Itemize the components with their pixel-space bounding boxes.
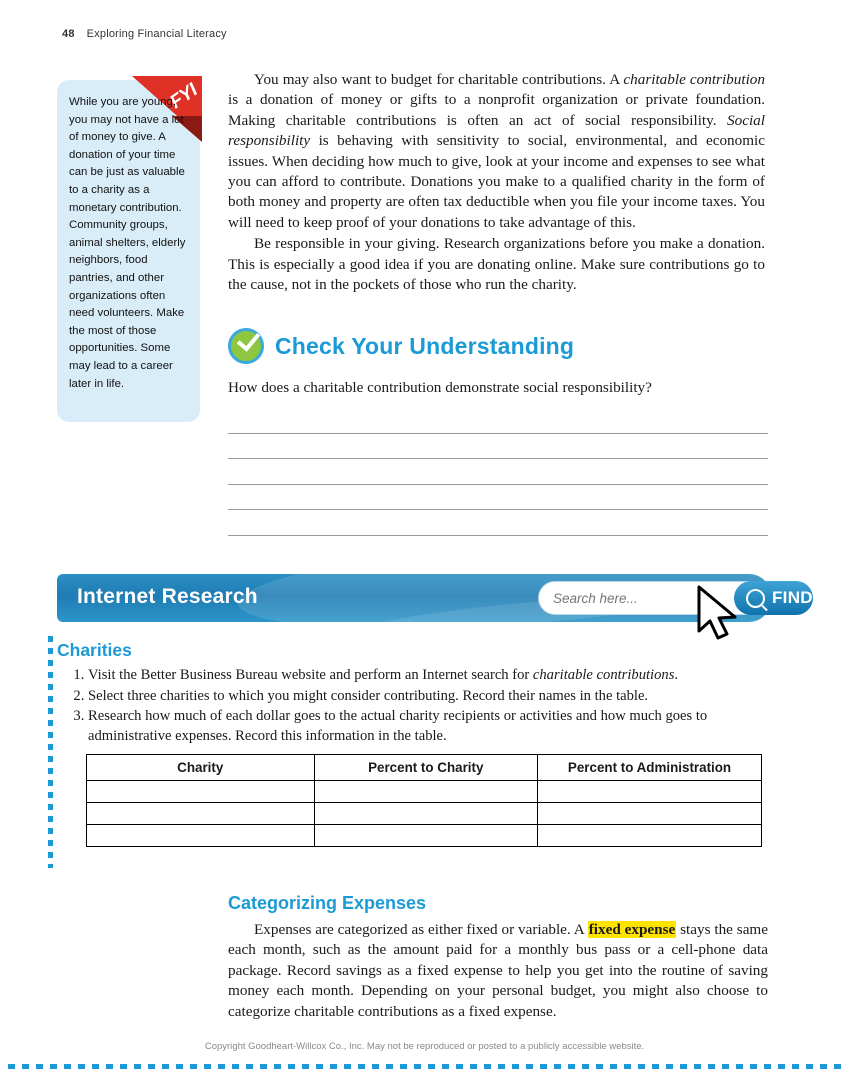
answer-line <box>228 510 768 536</box>
list-item: 2. Select three charities to which you might consider contributing. Record their names in the table. <box>88 687 771 707</box>
fyi-text: While you are young, you may not have a lot of money to give. A donation of your time can be just as valuable to a charity as a monetary contribution. Community groups, animal shelters, elderly neighbors, food pantries, and other organizations often need volunteers. Make the most of those opportunities. Some may lead to a career later in life. <box>69 96 186 390</box>
answer-line <box>228 485 768 511</box>
answer-line <box>228 408 768 434</box>
cell-charity[interactable] <box>87 781 315 803</box>
fyi-ribbon-label: FYI <box>166 79 202 114</box>
check-your-understanding-section <box>228 328 768 536</box>
charities-section <box>57 640 771 747</box>
cell-charity[interactable] <box>87 803 315 825</box>
cell-percent-charity[interactable] <box>314 781 538 803</box>
answer-line <box>228 459 768 485</box>
list-item: 3. Research how much of each dollar goes to the actual charity recipients or activities and how much goes to administrative expenses. Record this information in the table. <box>88 707 771 746</box>
column-header-percent-to-administration: Percent to Administration <box>538 755 762 781</box>
cell-percent-charity[interactable] <box>314 803 538 825</box>
column-header-charity: Charity <box>87 755 315 781</box>
copyright-notice: Copyright Goodheart-Willcox Co., Inc. May not be reproduced or posted to a publicly accessible website. <box>204 1041 645 1052</box>
p1-part-c: is behaving with sensitivity to social, environmental, and economic issues. When deciding how much to give, look at your income and expenses to see what you can afford to contribute. Donations you make to a qualified charity in the form of both money and property are often tax deductible when you file your income taxes. You will need to keep proof of your donations to take advantage of this. <box>228 132 765 231</box>
search-icon <box>746 589 765 608</box>
column-header-percent-to-charity: Percent to Charity <box>314 755 538 781</box>
body-copy <box>228 70 765 295</box>
categorizing-expenses-body <box>228 920 768 1022</box>
table-header-row <box>87 755 762 781</box>
fyi-sidebar <box>57 80 200 422</box>
step-1-italic-term: charitable contributions <box>532 667 675 683</box>
check-circle-icon <box>228 328 264 364</box>
categorizing-expenses-section <box>228 893 768 1022</box>
cat-text-a: Expenses are categorized as either fixed or variable. A <box>254 921 588 938</box>
cat-text-b: stays the same each month, such as the amount paid for a monthly bus pass or a cell-phone data package. Record savings as a fixed expense to help you get into the routine of saving money each month. Depending on your personal budget, you might also choose to categorize charitable contributions as a fixed expense. <box>228 921 768 1020</box>
find-button[interactable] <box>734 581 813 615</box>
term-charitable-contribution: charitable contribution <box>623 71 765 88</box>
paragraph-1 <box>228 70 765 233</box>
answer-line <box>228 434 768 460</box>
table-row[interactable] <box>87 781 762 803</box>
charity-table <box>86 754 762 847</box>
answer-lines <box>228 408 768 536</box>
charities-title: Charities <box>57 640 132 660</box>
table-row[interactable] <box>87 803 762 825</box>
cell-percent-admin[interactable] <box>538 781 762 803</box>
cell-percent-admin[interactable] <box>538 803 762 825</box>
internet-research-title: Internet Research <box>77 585 258 608</box>
cell-charity[interactable] <box>87 825 315 847</box>
list-item: 1. Visit the Better Business Bureau website and perform an Internet search for charitable contributions. <box>88 666 771 686</box>
charities-steps <box>57 666 771 746</box>
check-your-understanding-title: Check Your Understanding <box>275 332 575 359</box>
categorizing-expenses-title: Categorizing Expenses <box>228 893 427 913</box>
p1-part-a: You may also want to budget for charitable contributions. A <box>254 71 624 88</box>
highlighted-term-fixed-expense: fixed expense <box>588 921 676 938</box>
p1-part-b: is a donation of money or gifts to a nonprofit organization or private foundation. Making charitable contributions is often an act of social responsibility. <box>228 91 765 129</box>
table-row[interactable] <box>87 825 762 847</box>
paragraph-2: Be responsible in your giving. Research organizations before you make a donation. This is especially a good idea if you are donating online. Make sure contributions go to the cause, not in the pockets of those who run the charity. <box>228 235 765 294</box>
check-your-understanding-header <box>228 328 768 364</box>
mouse-cursor-icon <box>697 587 743 639</box>
cell-percent-charity[interactable] <box>314 825 538 847</box>
check-your-understanding-question: How does a charitable contribution demonstrate social responsibility? <box>228 379 652 396</box>
page-header <box>62 28 227 40</box>
internet-research-banner <box>57 574 813 622</box>
cell-percent-admin[interactable] <box>538 825 762 847</box>
running-head: Exploring Financial Literacy <box>86 28 227 40</box>
footer-dotted-rule <box>8 1064 841 1069</box>
find-button-label: FIND <box>772 588 813 607</box>
dotted-rail-decoration <box>48 636 53 868</box>
term-social-responsibility: Social responsibility <box>228 111 765 150</box>
page-number: 48 <box>62 28 75 40</box>
